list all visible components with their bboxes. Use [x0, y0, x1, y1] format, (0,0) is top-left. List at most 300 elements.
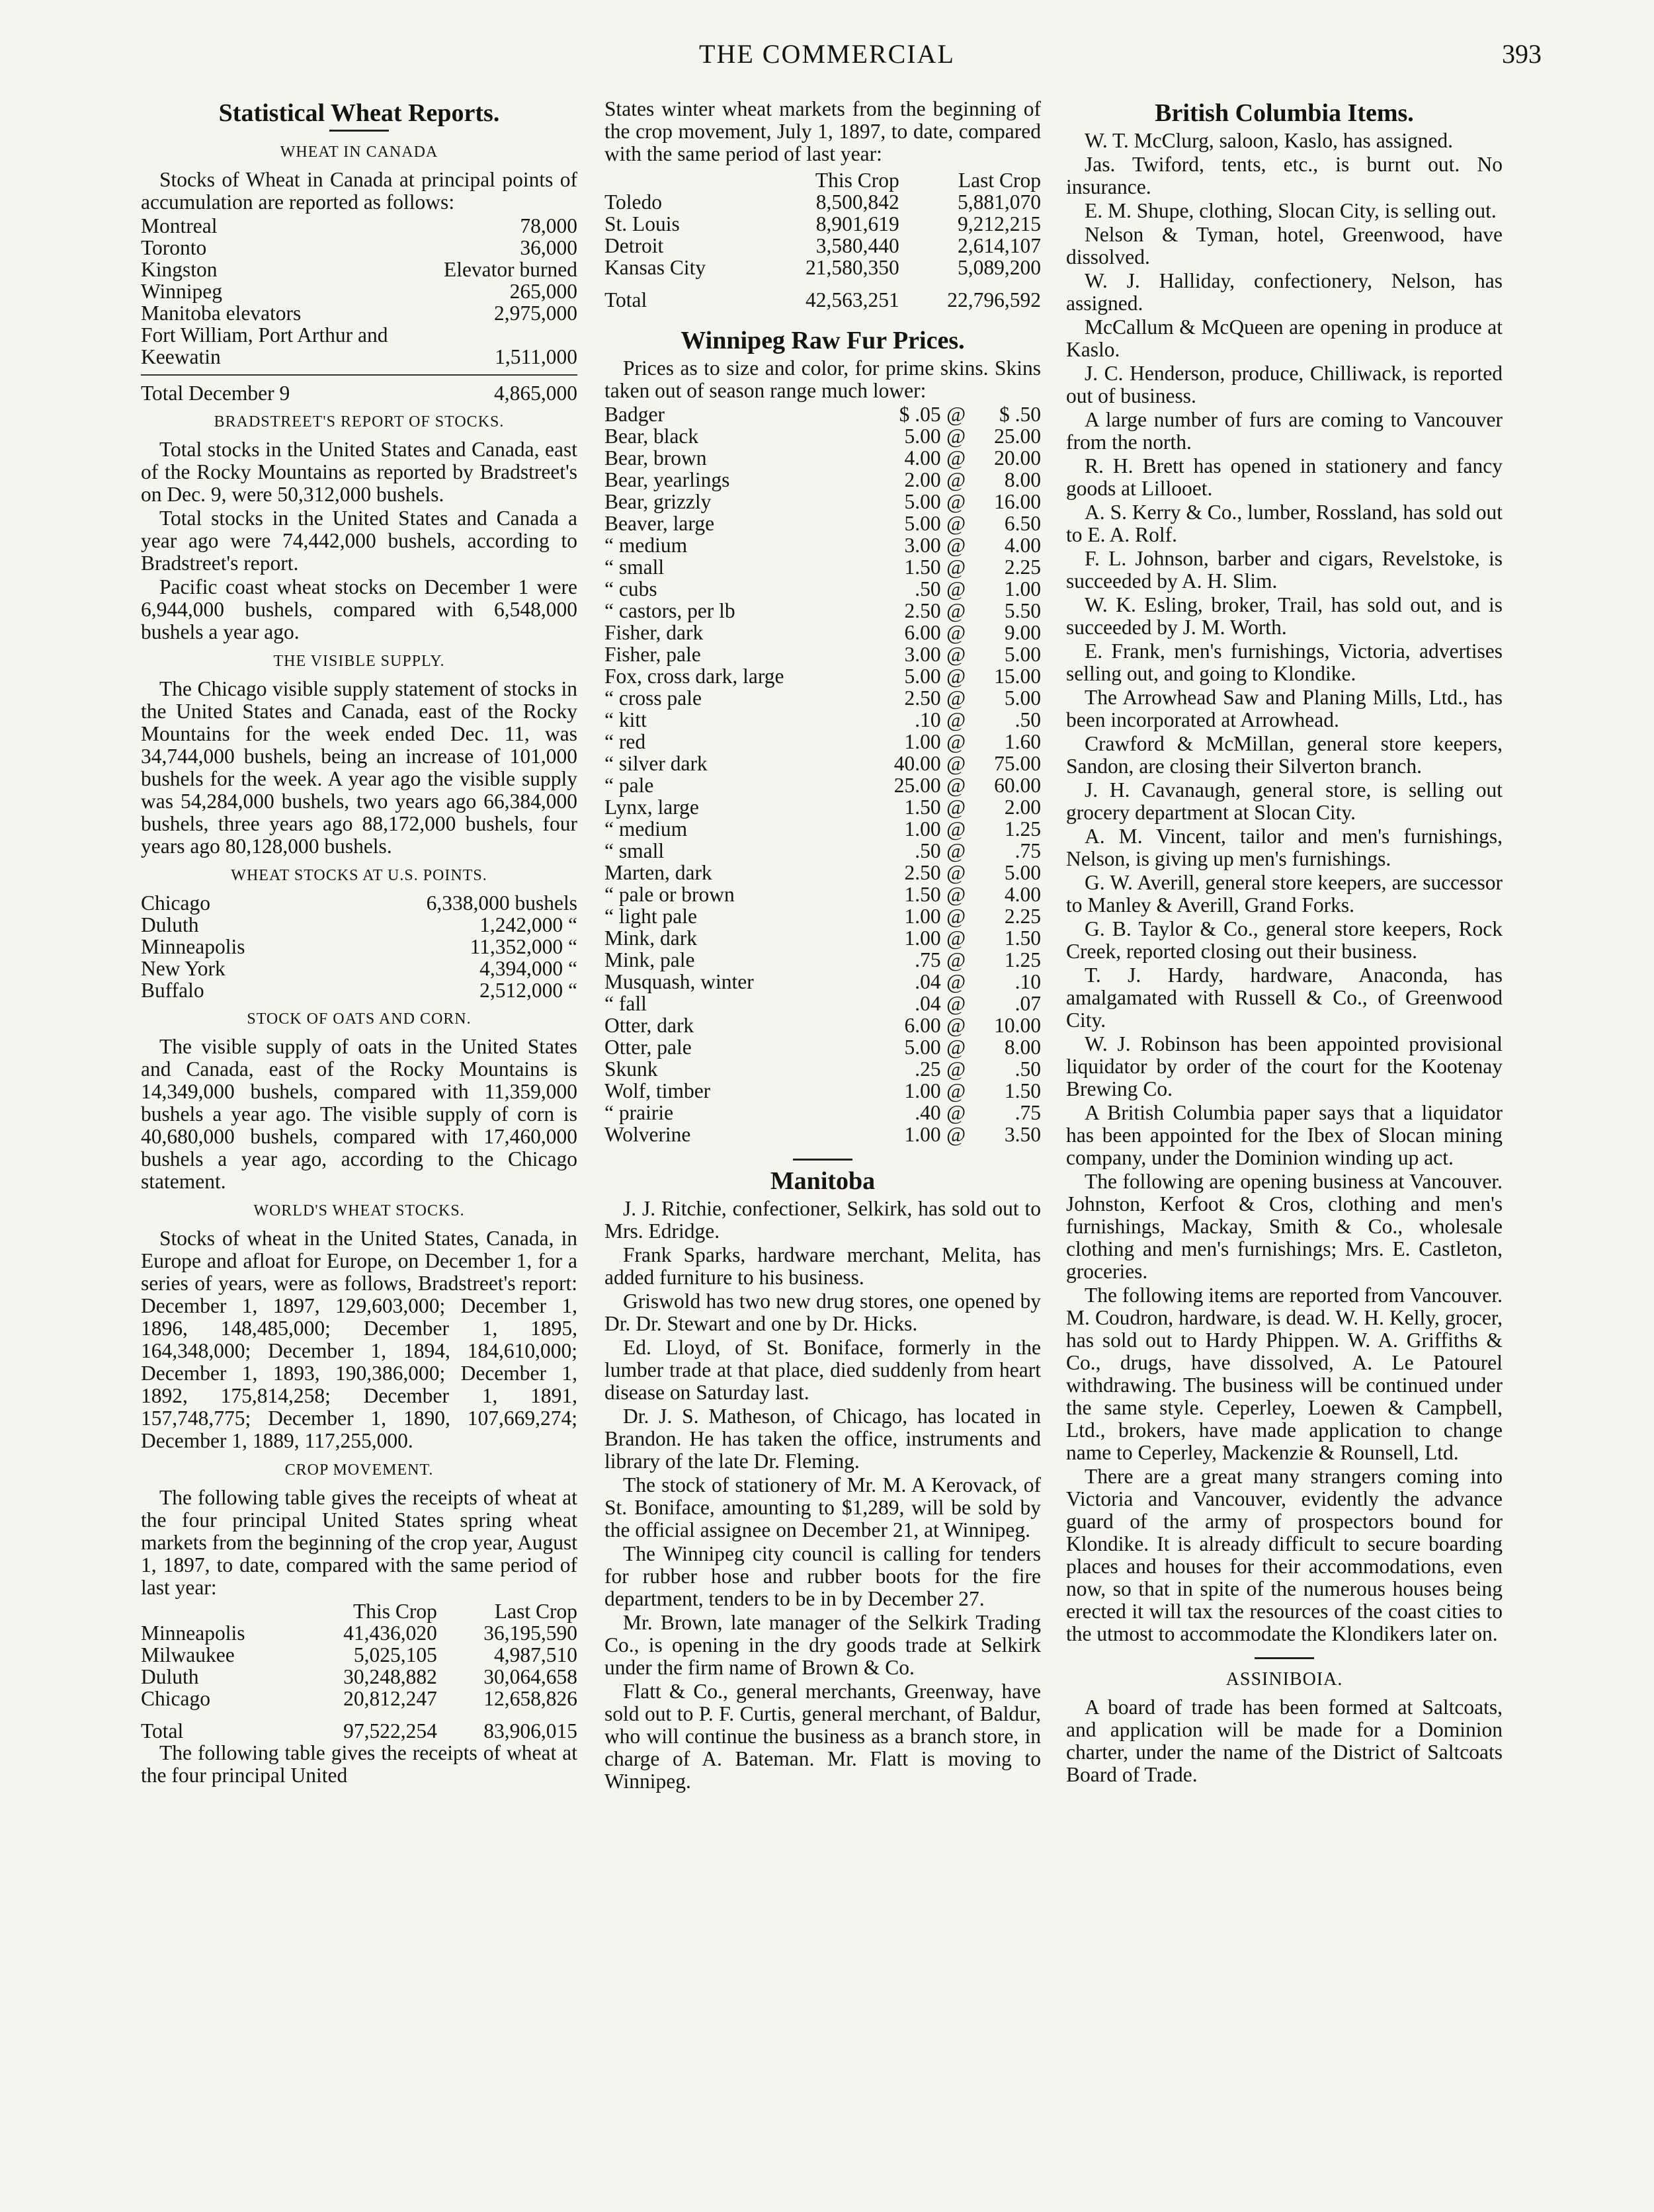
table-row — [604, 556, 1041, 578]
row-label: Toronto — [141, 236, 207, 259]
table-row — [604, 1058, 1041, 1080]
at-sign: @ — [946, 512, 966, 535]
table-row — [141, 1688, 577, 1709]
fur-name: Mink, dark — [604, 926, 697, 950]
column-header: Last Crop — [958, 169, 1041, 192]
fur-high-price: 10.00 — [994, 1014, 1041, 1037]
fur-low-price: 1.00 — [904, 905, 941, 928]
at-sign: @ — [946, 752, 966, 775]
at-sign: @ — [946, 577, 966, 600]
row-label: New York — [141, 957, 226, 980]
table-header-row — [141, 1600, 577, 1622]
subheading-wheat-in-canada: WHEAT IN CANADA — [280, 143, 438, 161]
fur-low-price: 1.00 — [904, 926, 941, 950]
fur-low-price: 25.00 — [893, 774, 941, 797]
column-2 — [604, 98, 1041, 1794]
fur-high-price: 6.50 — [1004, 512, 1041, 535]
paragraph: Mr. Brown, late manager of the Selkirk Trading Co., is opening in the dry goods trade at Selkirk under the firm name of Brown & Co. — [604, 1611, 1041, 1679]
row-last-crop: 2,614,107 — [958, 234, 1041, 257]
fur-low-price: .50 — [915, 839, 941, 862]
fur-low-price: 2.50 — [904, 599, 941, 622]
table-row — [604, 403, 1041, 425]
fur-low-price: 40.00 — [893, 752, 941, 775]
fur-low-price: .75 — [915, 948, 941, 971]
fur-low-price: 1.00 — [904, 1079, 941, 1102]
table-row — [604, 1080, 1041, 1102]
fur-low-price: 3.00 — [904, 643, 941, 666]
table-row — [141, 375, 577, 404]
paragraph: The Arrowhead Saw and Planing Mills, Ltd., has been incorporated at Arrowhead. — [1066, 686, 1503, 731]
paragraph: The stock of stationery of Mr. M. A Kerovack, of St. Boniface, amounting to $1,289, will be sold by the official assignee on December 21, at Winnipeg. — [604, 1473, 1041, 1541]
paragraph: Flatt & Co., general merchants, Greenway, have sold out to P. F. Curtis, general merchant, of Baldur, who will continue the business as a branch store, in charge of A. Bateman. Mr. Flatt is moving to Winnipeg. — [604, 1680, 1041, 1793]
fur-name: Bear, grizzly — [604, 490, 712, 513]
total-value: 4,865,000 — [494, 382, 577, 405]
paragraph: There are a great many strangers coming into Victoria and Vancouver, evidently the advance guard of the army of prospectors bound for Klondike. It is already difficult to secure boarding places and houses for their accommodations, even now, so that in spite of the numerous houses being erected it will tax the resources of the coast cities to the utmost to accommodate the Klondikers later on. — [1066, 1465, 1503, 1645]
fur-name: Fox, cross dark, large — [604, 665, 784, 688]
paragraph: States winter wheat markets from the beginning of the crop movement, July 1, 1897, to date, compared with the same period of last year: — [604, 97, 1041, 165]
row-label: Toledo — [604, 190, 663, 214]
at-sign: @ — [946, 1101, 966, 1124]
total-this: 42,563,251 — [805, 288, 899, 311]
table-row — [604, 1014, 1041, 1036]
fur-low-price: .50 — [915, 577, 941, 600]
fur-name: Bear, yearlings — [604, 468, 730, 491]
table-row — [141, 324, 577, 346]
canada-intro: Stocks of Wheat in Canada at principal points of accumulation are reported as follows: — [141, 168, 577, 214]
fur-high-price: $ .50 — [999, 403, 1041, 426]
fur-name: “ cross pale — [604, 686, 702, 710]
table-row — [604, 1036, 1041, 1058]
fur-name: Wolverine — [604, 1123, 691, 1146]
fur-low-price: 5.00 — [904, 490, 941, 513]
table-row — [604, 534, 1041, 556]
fur-high-price: .50 — [1014, 708, 1041, 731]
row-label: Kansas City — [604, 256, 706, 279]
at-sign: @ — [946, 992, 966, 1015]
table-row — [141, 1644, 577, 1666]
table-row — [141, 892, 577, 914]
row-value: 2,512,000 “ — [479, 979, 577, 1002]
fur-name: “ medium — [604, 817, 688, 840]
paragraph: W. J. Robinson has been appointed provisional liquidator by order of the court for the Kootenay Brewing Co. — [1066, 1032, 1503, 1100]
fur-low-price: 5.00 — [904, 425, 941, 448]
row-last-crop: 12,658,826 — [483, 1687, 577, 1710]
row-value — [424, 324, 577, 346]
table-row — [604, 491, 1041, 512]
at-sign: @ — [946, 599, 966, 622]
fur-name: Otter, pale — [604, 1036, 692, 1059]
at-sign: @ — [946, 446, 966, 470]
fur-name: “ light pale — [604, 905, 697, 928]
fur-name: “ pale — [604, 774, 654, 797]
table-row — [604, 643, 1041, 665]
paragraph: Crawford & McMillan, general store keepers, Sandon, are closing their Silverton branch. — [1066, 732, 1503, 778]
fur-low-price: .10 — [915, 708, 941, 731]
subheading-assiniboia: ASSINIBOIA. — [1225, 1669, 1343, 1690]
at-sign: @ — [946, 1014, 966, 1037]
at-sign: @ — [946, 555, 966, 579]
fur-high-price: 1.50 — [1004, 926, 1041, 950]
section-heading-manitoba: Manitoba — [770, 1167, 876, 1195]
at-sign: @ — [946, 1057, 966, 1081]
subheading-visible-supply: THE VISIBLE SUPPLY. — [273, 653, 445, 670]
fur-high-price: 5.00 — [1004, 643, 1041, 666]
row-this-crop: 8,901,619 — [815, 212, 899, 235]
fur-name: “ pale or brown — [604, 883, 735, 906]
paragraph: W. J. Halliday, confectionery, Nelson, has assigned. — [1066, 269, 1503, 315]
paragraph: A board of trade has been formed at Saltcoats, and application will be made for a Dominion charter, under the name of the District of Saltcoats Board of Trade. — [1066, 1696, 1503, 1786]
row-label: Minneapolis — [141, 1621, 245, 1645]
at-sign: @ — [946, 665, 966, 688]
at-sign: @ — [946, 468, 966, 491]
table-row — [141, 237, 577, 259]
fur-high-price: 8.00 — [1004, 468, 1041, 491]
row-label: Chicago — [141, 1687, 210, 1710]
fur-low-price: 5.00 — [904, 1036, 941, 1059]
at-sign: @ — [946, 643, 966, 666]
table-row — [604, 1124, 1041, 1145]
table-row — [604, 753, 1041, 774]
fur-high-price: 5.00 — [1004, 686, 1041, 710]
row-last-crop: 36,195,590 — [483, 1621, 577, 1645]
paragraph: Total stocks in the United States and Canada, east of the Rocky Mountains as reported by Bradstreet's on Dec. 9, were 50,312,000 bushels. — [141, 438, 577, 506]
paragraph: Stocks of wheat in the United States, Canada, in Europe and afloat for Europe, on December 1, for a series of years, were as follows, Bradstreet's report: December 1, 1897, 129,603,000; December 1, 1896, 148,485,000; December 1, 1895, 164,348,000; December 1, 1894, 184,610,000; December 1, 1893, 190,386,000; December 1, 1892, 175,814,258; December 1, 1891, 157,748,775; December 1, 1890, 107,669,274; December 1, 1889, 117,255,000. — [141, 1227, 577, 1452]
row-last-crop: 9,212,215 — [958, 212, 1041, 235]
table-row — [604, 883, 1041, 905]
fur-high-price: 16.00 — [994, 490, 1041, 513]
fur-low-price: 1.50 — [904, 555, 941, 579]
fur-high-price: .75 — [1014, 839, 1041, 862]
row-this-crop: 20,812,247 — [343, 1687, 437, 1710]
row-this-crop: 8,500,842 — [815, 190, 899, 214]
table-row — [604, 622, 1041, 643]
canada-total — [141, 374, 577, 404]
fur-name: “ prairie — [604, 1101, 674, 1124]
paragraph: Jas. Twiford, tents, etc., is burnt out. No insurance. — [1066, 153, 1503, 198]
row-label: Montreal — [141, 214, 218, 237]
table-row — [604, 665, 1041, 687]
row-label: Duluth — [141, 1665, 199, 1688]
total-label: Total December 9 — [141, 382, 290, 405]
fur-name: “ small — [604, 839, 665, 862]
row-this-crop: 3,580,440 — [815, 234, 899, 257]
at-sign: @ — [946, 490, 966, 513]
spring-wheat-table — [141, 1600, 577, 1742]
at-sign: @ — [946, 926, 966, 950]
row-last-crop: 30,064,658 — [483, 1665, 577, 1688]
paragraph: The following table gives the receipts of wheat at the four principal United States spring wheat markets from the beginning of the crop year, August 1, 1897, to date, compared with the same period of last year: — [141, 1486, 577, 1599]
fur-high-price: 25.00 — [994, 425, 1041, 448]
fur-high-price: 1.50 — [1004, 1079, 1041, 1102]
table-row — [604, 840, 1041, 862]
table-row — [141, 1666, 577, 1688]
row-last-crop: 5,881,070 — [958, 190, 1041, 214]
fur-low-price: .04 — [915, 970, 941, 993]
table-row — [604, 213, 1041, 235]
at-sign: @ — [946, 686, 966, 710]
fur-name: Skunk — [604, 1057, 658, 1081]
fur-name: “ small — [604, 555, 665, 579]
fur-low-price: 4.00 — [904, 446, 941, 470]
fur-low-price: 1.50 — [904, 883, 941, 906]
winter-wheat-table — [604, 169, 1041, 311]
total-label: Total — [141, 1719, 184, 1742]
paragraph: The Winnipeg city council is calling for tenders for rubber hose and rubber boots for the fire department, tenders to be in by December 27. — [604, 1542, 1041, 1610]
table-row — [604, 862, 1041, 883]
at-sign: @ — [946, 1079, 966, 1102]
table-row — [604, 257, 1041, 278]
fur-prices-table — [604, 403, 1041, 1145]
table-row — [604, 425, 1041, 447]
fur-high-price: .75 — [1014, 1101, 1041, 1124]
paragraph: The following are opening business at Vancouver. Johnston, Kerfoot & Cros, clothing and men's furnishings, Mackay, Smith & Co., wholesale clothing and men's furnishings; Mrs. E. Castleton, groceries. — [1066, 1170, 1503, 1283]
table-row — [604, 709, 1041, 731]
fur-low-price: .40 — [915, 1101, 941, 1124]
at-sign: @ — [946, 425, 966, 448]
paragraph: The visible supply of oats in the United States and Canada, east of the Rocky Mountains is 14,349,000 bushels, compared with 11,359,000 bushels a year ago. The visible supply of corn is 40,680,000 bushels, compared with 17,460,000 bushels a year ago, according to the Chicago statement. — [141, 1035, 577, 1193]
fur-low-price: 1.00 — [904, 1123, 941, 1146]
total-last: 83,906,015 — [483, 1719, 577, 1742]
fur-high-price: 75.00 — [994, 752, 1041, 775]
at-sign: @ — [946, 1123, 966, 1146]
table-row — [141, 259, 577, 280]
table-row — [141, 1622, 577, 1644]
paragraph: The following items are reported from Vancouver. M. Coudron, hardware, is dead. W. H. Kelly, grocer, has sold out to Hardy Phippen. W. A. Griffiths & Co., drugs, have dissolved, A. Le Patourel withdrawing. The business will be continued under the same style. Ceperley, Loewen & Campbell, Ltd., brokers, have made application to change name to Ceperley, Mackenzie & Rounsell, Ltd. — [1066, 1284, 1503, 1464]
table-row — [604, 796, 1041, 818]
table-row — [604, 235, 1041, 257]
fur-low-price: 2.00 — [904, 468, 941, 491]
table-row — [604, 600, 1041, 622]
fur-low-price: $ .05 — [899, 403, 941, 426]
row-this-crop: 21,580,350 — [805, 256, 899, 279]
fur-low-price: 6.00 — [904, 1014, 941, 1037]
paragraph: Nelson & Tyman, hotel, Greenwood, have dissolved. — [1066, 223, 1503, 268]
fur-low-price: 3.00 — [904, 534, 941, 557]
fur-name: “ cubs — [604, 577, 657, 600]
at-sign: @ — [946, 970, 966, 993]
fur-low-price: 2.50 — [904, 686, 941, 710]
row-this-crop: 41,436,020 — [343, 1621, 437, 1645]
at-sign: @ — [946, 403, 966, 426]
row-label: Chicago — [141, 891, 210, 915]
row-label: Winnipeg — [141, 280, 222, 303]
fur-low-price: 5.00 — [904, 665, 941, 688]
publication-title: THE COMMERCIAL — [699, 39, 955, 69]
fur-name: Mink, pale — [604, 948, 695, 971]
row-value: 1,242,000 “ — [479, 913, 577, 936]
column-header: This Crop — [352, 1600, 437, 1623]
paragraph: W. T. McClurg, saloon, Kaslo, has assigned. — [1085, 129, 1454, 152]
fur-name: Marten, dark — [604, 861, 712, 884]
row-value: 11,352,000 “ — [470, 935, 577, 958]
fur-low-price: 6.00 — [904, 621, 941, 644]
at-sign: @ — [946, 883, 966, 906]
section-heading-wheat-reports: Statistical Wheat Reports. — [218, 99, 500, 127]
fur-high-price: 15.00 — [994, 665, 1041, 688]
table-row — [604, 971, 1041, 993]
paragraph: Frank Sparks, hardware merchant, Melita, has added furniture to his business. — [604, 1243, 1041, 1289]
paragraph: Total stocks in the United States and Canada a year ago were 74,442,000 bushels, according to Bradstreet's report. — [141, 507, 577, 575]
table-row — [604, 687, 1041, 709]
fur-low-price: .25 — [915, 1057, 941, 1081]
fur-low-price: 1.50 — [904, 796, 941, 819]
section-heading-british-columbia: British Columbia Items. — [1155, 99, 1414, 127]
row-this-crop: 30,248,882 — [343, 1665, 437, 1688]
fur-name: “ red — [604, 730, 646, 753]
fur-high-price: 1.60 — [1004, 730, 1041, 753]
fur-high-price: 9.00 — [1004, 621, 1041, 644]
paragraph: A British Columbia paper says that a liquidator has been appointed for the Ibex of Slocan mining company, under the Dominion winding up act. — [1066, 1101, 1503, 1169]
table-row — [604, 1102, 1041, 1124]
paragraph: Dr. J. S. Matheson, of Chicago, has located in Brandon. He has taken the office, instruments and library of the late Dr. Fleming. — [604, 1405, 1041, 1473]
fur-name: Lynx, large — [604, 796, 699, 819]
fur-low-price: 5.00 — [904, 512, 941, 535]
total-last: 22,796,592 — [947, 288, 1041, 311]
paragraph: F. L. Johnson, barber and cigars, Revelstoke, is succeeded by A. H. Slim. — [1066, 547, 1503, 593]
paragraph: G. W. Averill, general store keepers, are successor to Manley & Averill, Grand Forks. — [1066, 871, 1503, 917]
at-sign: @ — [946, 621, 966, 644]
total-label: Total — [604, 288, 647, 311]
row-last-crop: 4,987,510 — [494, 1643, 577, 1666]
fur-name: “ silver dark — [604, 752, 708, 775]
fur-name: Fisher, pale — [604, 643, 701, 666]
row-value: 265,000 — [509, 280, 577, 303]
fur-name: Bear, black — [604, 425, 699, 448]
fur-high-price: 1.00 — [1004, 577, 1041, 600]
row-label: St. Louis — [604, 212, 680, 235]
at-sign: @ — [946, 708, 966, 731]
table-total-row — [141, 1709, 577, 1742]
fur-high-price: 1.25 — [1004, 948, 1041, 971]
fur-high-price: 4.00 — [1004, 883, 1041, 906]
at-sign: @ — [946, 905, 966, 928]
row-this-crop: 5,025,105 — [353, 1643, 437, 1666]
paragraph: T. J. Hardy, hardware, Anaconda, has amalgamated with Russell & Co., of Greenwood City. — [1066, 963, 1503, 1032]
section-heading-fur-prices: Winnipeg Raw Fur Prices. — [681, 327, 965, 354]
canada-stocks-table — [141, 215, 577, 368]
fur-name: Bear, brown — [604, 446, 707, 470]
table-row — [604, 191, 1041, 213]
fur-name: Beaver, large — [604, 512, 715, 535]
paragraph: Griswold has two new drug stores, one opened by Dr. Dr. Stewart and one by Dr. Hicks. — [604, 1290, 1041, 1335]
paragraph: W. K. Esling, broker, Trail, has sold out, and is succeeded by J. M. Worth. — [1066, 593, 1503, 639]
table-row — [604, 512, 1041, 534]
paragraph: A. S. Kerry & Co., lumber, Rossland, has sold out to E. A. Rolf. — [1066, 501, 1503, 546]
fur-name: “ castors, per lb — [604, 599, 735, 622]
table-row — [604, 905, 1041, 927]
row-value: 78,000 — [520, 214, 577, 237]
table-row — [604, 993, 1041, 1014]
row-value: Elevator burned — [443, 258, 577, 281]
column-3 — [1066, 98, 1503, 1787]
subheading-crop-movement: CROP MOVEMENT. — [284, 1461, 434, 1479]
row-label: Manitoba elevators — [141, 302, 302, 325]
paragraph: The Chicago visible supply statement of stocks in the United States and Canada, east of the Rocky Mountains for the week ended Dec. 11, was 34,744,000 bushels, being an increase of 101,000 bushels for the week. A year ago the visible supply was 54,284,000 bushels, two years ago 66,384,000 bushels, three years ago 88,172,000 bushels, four years ago 80,128,000 bushels. — [141, 677, 577, 858]
table-row — [604, 927, 1041, 949]
table-header-row — [604, 169, 1041, 191]
fur-name: Badger — [604, 403, 665, 426]
at-sign: @ — [946, 861, 966, 884]
paragraph: J. C. Henderson, produce, Chilliwack, is reported out of business. — [1066, 362, 1503, 407]
page-header — [0, 38, 1654, 78]
fur-high-price: 60.00 — [994, 774, 1041, 797]
row-label: Minneapolis — [141, 935, 245, 958]
table-row — [604, 731, 1041, 753]
paragraph: A large number of furs are coming to Vancouver from the north. — [1066, 408, 1503, 454]
fur-name: Otter, dark — [604, 1014, 694, 1037]
table-total-row — [604, 278, 1041, 311]
at-sign: @ — [946, 730, 966, 753]
paragraph: E. M. Shupe, clothing, Slocan City, is selling out. — [1085, 199, 1497, 222]
table-row — [141, 979, 577, 1001]
table-row — [141, 958, 577, 979]
row-label: Buffalo — [141, 979, 204, 1002]
fur-low-price: .04 — [915, 992, 941, 1015]
fur-high-price: .50 — [1014, 1057, 1041, 1081]
fur-low-price: 2.50 — [904, 861, 941, 884]
row-value: 36,000 — [520, 236, 577, 259]
heading-rule — [329, 130, 389, 132]
column-header: Last Crop — [494, 1600, 577, 1623]
fur-high-price: .10 — [1014, 970, 1041, 993]
row-label: Detroit — [604, 234, 664, 257]
fur-name: Musquash, winter — [604, 970, 754, 993]
fur-low-price: 1.00 — [904, 730, 941, 753]
fur-high-price: 2.00 — [1004, 796, 1041, 819]
paragraph: R. H. Brett has opened in stationery and fancy goods at Lillooet. — [1066, 454, 1503, 500]
paragraph: The following table gives the receipts of wheat at the four principal United — [141, 1741, 577, 1787]
fur-name: Wolf, timber — [604, 1079, 711, 1102]
fur-high-price: 4.00 — [1004, 534, 1041, 557]
fur-name: Fisher, dark — [604, 621, 704, 644]
table-row — [141, 346, 577, 368]
us-points-table — [141, 892, 577, 1001]
subheading-oats-corn: STOCK OF OATS AND CORN. — [247, 1010, 472, 1028]
fur-name: “ medium — [604, 534, 688, 557]
fur-high-price: 2.25 — [1004, 555, 1041, 579]
fur-high-price: 2.25 — [1004, 905, 1041, 928]
paragraph: A. M. Vincent, tailor and men's furnishings, Nelson, is giving up men's furnishings. — [1066, 825, 1503, 870]
row-value: 2,975,000 — [494, 302, 577, 325]
at-sign: @ — [946, 796, 966, 819]
row-label: Milwaukee — [141, 1643, 235, 1666]
row-value: 1,511,000 — [495, 345, 577, 368]
fur-high-price: 5.50 — [1004, 599, 1041, 622]
at-sign: @ — [946, 948, 966, 971]
fur-high-price: 8.00 — [1004, 1036, 1041, 1059]
at-sign: @ — [946, 817, 966, 840]
paragraph: Ed. Lloyd, of St. Boniface, formerly in the lumber trade at that place, died suddenly from heart disease on Saturday last. — [604, 1336, 1041, 1404]
at-sign: @ — [946, 839, 966, 862]
at-sign: @ — [946, 774, 966, 797]
row-value: 4,394,000 “ — [479, 957, 577, 980]
row-label: Fort William, Port Arthur and — [141, 323, 388, 347]
fur-high-price: 3.50 — [1004, 1123, 1041, 1146]
table-row — [141, 280, 577, 302]
table-row — [604, 578, 1041, 600]
row-label: Keewatin — [141, 345, 221, 368]
row-label: Kingston — [141, 258, 218, 281]
row-last-crop: 5,089,200 — [958, 256, 1041, 279]
table-row — [604, 447, 1041, 469]
table-row — [604, 818, 1041, 840]
table-row — [141, 914, 577, 936]
paragraph: Prices as to size and color, for prime skins. Skins taken out of season range much lower: — [604, 356, 1041, 402]
row-value: 6,338,000 bushels — [426, 891, 577, 915]
paragraph: E. Frank, men's furnishings, Victoria, advertises selling out, and going to Klondike. — [1066, 639, 1503, 685]
fur-high-price: .07 — [1014, 992, 1041, 1015]
paragraph: G. B. Taylor & Co., general store keepers, Rock Creek, reported closing out their business. — [1066, 917, 1503, 963]
